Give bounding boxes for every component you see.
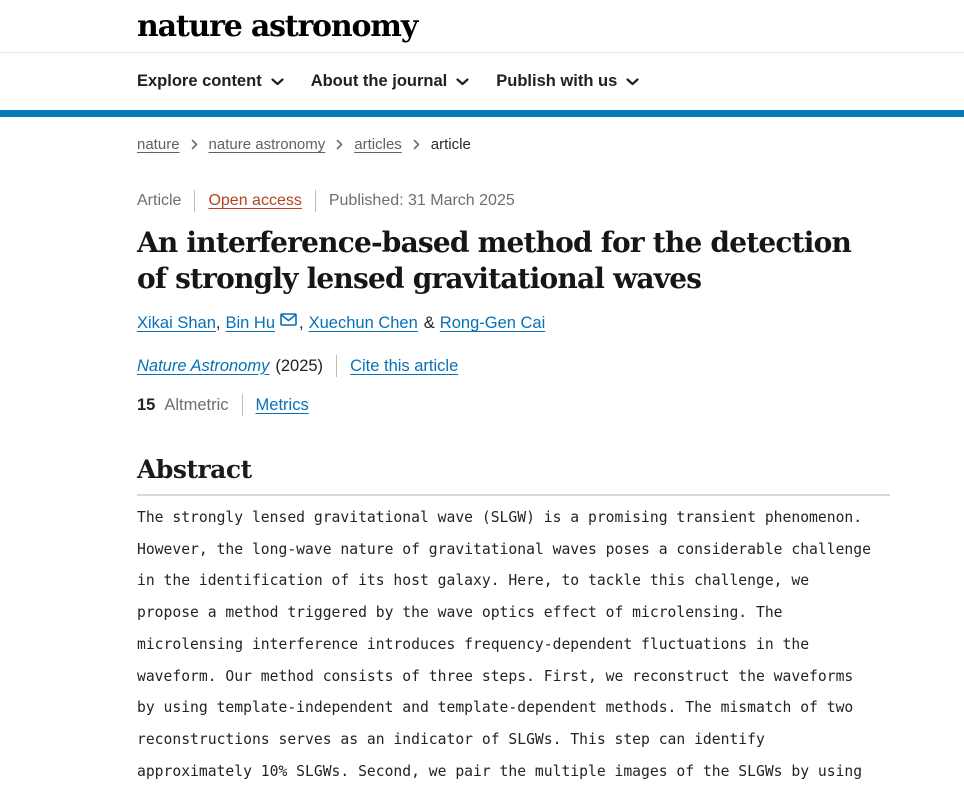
abstract-text-line: by using template-independent and template-dependent methods. The mismatch of two <box>137 699 854 717</box>
chevron-down-icon <box>456 78 469 86</box>
chevron-down-icon <box>626 78 639 86</box>
altmetric-label: Altmetric <box>164 395 229 414</box>
author-link-bin-hu[interactable]: Bin Hu <box>225 314 276 332</box>
nav-item-explore-content[interactable] <box>137 72 284 91</box>
abstract-heading: Abstract <box>137 455 252 484</box>
separator <box>242 394 243 416</box>
breadcrumb-link-nature-astronomy[interactable]: nature astronomy <box>208 136 326 153</box>
section-divider <box>137 494 890 496</box>
published-date-label: Published: 31 March 2025 <box>328 192 515 209</box>
chevron-right-icon <box>191 139 198 150</box>
journal-link[interactable]: Nature Astronomy <box>137 356 270 375</box>
abstract-text-line: propose a method triggered by the wave optics effect of microlensing. The <box>137 604 783 622</box>
article-page <box>0 136 890 787</box>
cite-this-article-link[interactable]: Cite this article <box>350 356 459 375</box>
breadcrumb-link-articles[interactable]: articles <box>354 136 402 153</box>
article-title: An interference-based method for the detection of strongly lensed gravitational waves <box>137 226 852 295</box>
site-header <box>0 0 964 53</box>
author-link-xikai-shan[interactable]: Xikai Shan <box>137 314 216 332</box>
authors-line <box>137 314 890 333</box>
nav-item-label: Publish with us <box>496 72 618 90</box>
publication-year: (2025) <box>275 356 324 375</box>
nav-item-label: About the journal <box>310 72 448 90</box>
abstract-text-line: approximately 10% SLGWs. Second, we pair the multiple images of the SLGWs by using <box>137 762 863 780</box>
chevron-right-icon <box>336 139 343 150</box>
article-meta-row <box>137 190 890 212</box>
separator <box>336 355 337 377</box>
altmetric-count: 15 <box>137 395 156 414</box>
author-separator: , <box>299 314 304 332</box>
brand-accent-bar <box>0 110 964 117</box>
breadcrumb-current-article: article <box>430 136 471 153</box>
abstract-text-line: in the identification of its host galaxy. Here, to tackle this challenge, we <box>137 572 810 590</box>
separator <box>194 190 195 212</box>
citation-line <box>137 355 890 377</box>
author-separator: & <box>423 314 435 332</box>
chevron-down-icon <box>271 78 284 86</box>
separator <box>315 190 316 212</box>
abstract-text-line: microlensing interference introduces frequency-dependent fluctuations in the <box>137 635 810 653</box>
envelope-icon[interactable] <box>280 313 297 326</box>
chevron-right-icon <box>413 139 420 150</box>
abstract-text-line: waveform. Our method consists of three steps. First, we reconstruct the waveforms <box>137 667 854 685</box>
primary-nav <box>0 53 964 110</box>
abstract-section <box>137 455 890 787</box>
nav-item-publish-with-us[interactable] <box>496 72 639 91</box>
breadcrumb-link-nature[interactable]: nature <box>137 136 180 153</box>
metrics-link[interactable]: Metrics <box>255 395 309 414</box>
breadcrumb <box>137 136 890 153</box>
metrics-line <box>137 394 890 416</box>
abstract-text-line: However, the long-wave nature of gravitational waves poses a considerable challenge <box>137 540 871 558</box>
nav-item-about-the-journal[interactable] <box>311 72 470 91</box>
journal-logo[interactable]: nature astronomy <box>137 8 418 44</box>
author-link-xuechun-chen[interactable]: Xuechun Chen <box>308 314 418 332</box>
abstract-text-line: reconstructions serves as an indicator of SLGWs. This step can identify <box>137 730 765 748</box>
author-separator: , <box>215 314 221 332</box>
article-type-label: Article <box>137 192 182 209</box>
abstract-text-line: The strongly lensed gravitational wave (SLGW) is a promising transient phenomenon. <box>137 509 863 526</box>
open-access-link[interactable]: Open access <box>208 192 302 209</box>
nav-item-label: Explore content <box>137 72 262 90</box>
author-link-rong-gen-cai[interactable]: Rong-Gen Cai <box>439 314 546 332</box>
abstract-body <box>137 502 897 787</box>
